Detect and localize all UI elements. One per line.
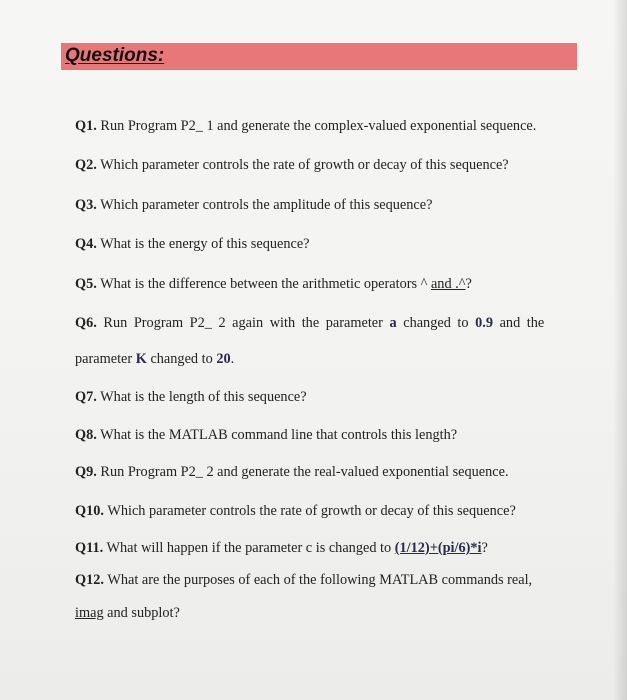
question-12: Q12. What are the purposes of each of the following MATLAB commands real, (75, 572, 533, 588)
question-11: Q11. What will happen if the parameter c is changed to (1/12)+(pi/6)*i? (75, 540, 488, 556)
question-10: Q10. Which parameter controls the rate of growth or decay of this sequence? (75, 503, 516, 519)
page-edge-shadow (613, 0, 627, 700)
question-9: Q9. Run Program P2_ 2 and generate the real-valued exponential sequence. (75, 464, 509, 480)
question-4: Q4. What is the energy of this sequence? (75, 236, 310, 252)
question-7: Q7. What is the length of this sequence? (75, 389, 307, 405)
questions-header-bar (61, 43, 577, 70)
question-8: Q8. What is the MATLAB command line that controls this length? (75, 427, 458, 443)
question-2: Q2. Which parameter controls the rate of growth or decay of this sequence? (75, 157, 509, 173)
question-5: Q5. What is the difference between the arithmetic operators ^ and .^? (75, 276, 472, 292)
question-6: Q6. Run Program P2_ 2 again with the parameter a changed to 0.9 and the (75, 315, 545, 331)
questions-heading: Questions: (65, 45, 165, 66)
question-12-continued: imag and subplot? (75, 605, 180, 621)
question-1: Q1. Run Program P2_ 1 and generate the complex-valued exponential sequence. (75, 118, 537, 134)
question-6-continued: parameter K changed to 20. (75, 351, 235, 367)
question-3: Q3. Which parameter controls the amplitude of this sequence? (75, 197, 433, 213)
